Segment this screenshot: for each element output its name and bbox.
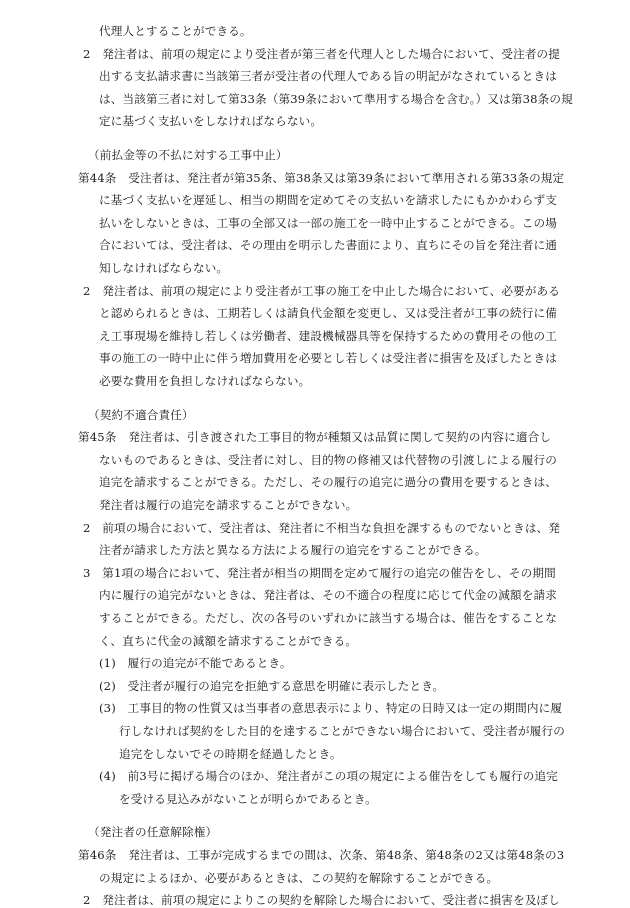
text-line: 第45条 発注者は、引き渡された工事目的物が種類又は品質に関して契約の内容に適合し	[78, 430, 552, 444]
text-line: 内に履行の追完がないときは、発注者は、その不適合の程度に応じて代金の減額を請求	[99, 588, 558, 602]
text-line: え工事現場を維持し若しくは労働者、建設機械器具等を保持するための費用その他の工	[99, 329, 558, 343]
text-line: と認められるときは、工期若しくは請負代金額を変更し、又は受注者が工事の続行に備	[99, 306, 558, 320]
section-heading: （発注者の任意解除権）	[88, 825, 218, 839]
text-line: することができる。ただし、次の各号のいずれかに該当する場合は、催告をすることな	[99, 611, 558, 625]
text-line: 2 発注者は、前項の規定により受注者が第三者を代理人とした場合において、受注者の提	[83, 47, 561, 61]
list-item: (4) 前3号に掲げる場合のほか、発注者がこの項の規定による催告をしても履行の追完	[99, 769, 558, 783]
text-line: 必要な費用を負担しなければならない。	[99, 374, 311, 388]
text-line: 代理人とすることができる。	[99, 24, 252, 38]
text-line: 追完をしないでその時期を経過したとき。	[119, 747, 342, 761]
text-line: 合においては、受注者は、その理由を明示した書面により、直ちにその旨を発注者に通	[99, 238, 558, 252]
text-line: を受ける見込みがないことが明らかであるとき。	[119, 792, 377, 806]
text-line: 注者が請求した方法と異なる方法による履行の追完をすることができる。	[99, 543, 487, 557]
text-line: 2 前項の場合において、受注者は、発注者に不相当な負担を課するものでないときは、発	[83, 521, 561, 535]
text-line: く、直ちに代金の減額を請求することができる。	[99, 634, 358, 648]
section-heading: （契約不適合責任）	[88, 408, 194, 422]
text-line: は、当該第三者に対して第33条（第39条において準用する場合を含む。）又は第38条の規	[99, 92, 573, 106]
text-line: ないものであるときは、受注者に対し、目的物の修補又は代替物の引渡しによる履行の	[99, 453, 558, 467]
text-line: 追完を請求することができる。ただし、その履行の追完に過分の費用を要するときは、	[99, 475, 558, 489]
text-line: 第44条 受注者は、発注者が第35条、第38条又は第39条において準用される第33条の規定	[78, 171, 565, 185]
text-line: 3 第1項の場合において、発注者が相当の期間を定めて履行の追完の催告をし、その期間	[83, 566, 556, 580]
list-item: (2) 受注者が履行の追完を拒絶する意思を明確に表示したとき。	[99, 679, 445, 693]
text-line: 2 発注者は、前項の規定により受注者が工事の施工を中止した場合において、必要がある	[83, 284, 561, 298]
text-line: 行しなければ契約をした目的を達することができない場合において、受注者が履行の	[119, 724, 566, 738]
text-line: 定に基づく支払いをしなければならない。	[99, 114, 323, 128]
section-heading: （前払金等の不払に対する工事中止）	[88, 148, 288, 162]
text-line: に基づく支払いを遅延し、相当の期間を定めてその支払いを請求したにもかかわらず支	[99, 193, 558, 207]
text-line: の規定によるほか、必要があるときは、この契約を解除することができる。	[99, 871, 499, 885]
text-line: 第46条 発注者は、工事が完成するまでの間は、次条、第48条、第48条の2又は第48条の3	[78, 848, 565, 862]
text-line: 発注者は履行の追完を請求することができない。	[99, 498, 358, 512]
text-line: 事の施工の一時中止に伴う増加費用を必要とし若しくは受注者に損害を及ぼしたときは	[99, 351, 558, 365]
text-line: 2 発注者は、前項の規定によりこの契約を解除した場合において、受注者に損害を及ぼし	[83, 893, 561, 907]
list-item: (1) 履行の追完が不能であるとき。	[99, 656, 292, 670]
text-line: 出する支払請求書に当該第三者が受注者の代理人である旨の明記がなされているときは	[99, 69, 558, 83]
text-line: 知しなければならない。	[99, 261, 229, 275]
list-item: (3) 工事目的物の性質又は当事者の意思表示により、特定の日時又は一定の期間内に履	[99, 701, 563, 715]
text-line: 払いをしないときは、工事の全部又は一部の施工を一時中止することができる。この場	[99, 216, 558, 230]
